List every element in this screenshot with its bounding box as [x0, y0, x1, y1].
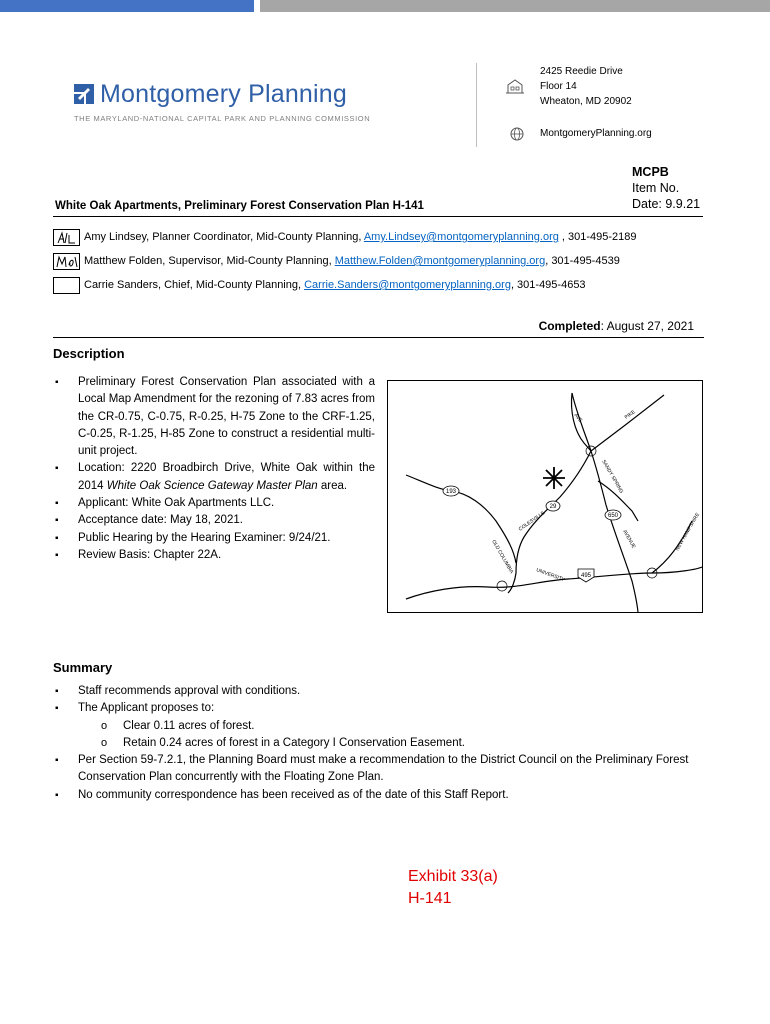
email-link[interactable]: Matthew.Folden@montgomeryplanning.org	[334, 255, 546, 267]
staff-row	[53, 229, 713, 246]
staff-row	[53, 277, 713, 294]
completed-rule	[53, 337, 704, 338]
summary-list	[53, 683, 713, 804]
staff-row	[53, 253, 713, 270]
signature-box	[53, 253, 80, 270]
report-title: White Oak Apartments, Preliminary Forest Conservation Plan H-141	[55, 200, 424, 212]
vicinity-map	[387, 380, 703, 613]
list-item: ▪ Acceptance date: May 18, 2021.	[53, 512, 375, 529]
logo-mark-icon	[74, 84, 94, 104]
summary-heading: Summary	[53, 660, 113, 675]
list-item: ▪ Public Hearing by the Hearing Examiner: 9/24/21.	[53, 530, 375, 547]
meeting-date: Date: 9.9.21	[632, 197, 701, 211]
globe-icon	[510, 127, 524, 141]
vicinity-map-drawing	[388, 381, 702, 612]
colesville-label: COLESVILLE	[517, 510, 547, 533]
list-item: ▪ Per Section 59-7.2.1, the Planning Board must make a recommendation to the District Council on the Preliminary Forest Conservation Plan concurrently with the Floating Zone Plan.	[53, 752, 713, 787]
building-icon	[506, 78, 524, 94]
pike-label: PIKE	[623, 409, 637, 421]
sub-list	[78, 718, 713, 753]
list-item: ▪ Location: 2220 Broadbirch Drive, White Oak within the 2014 White Oak Science Gateway Master Plan area.	[53, 460, 375, 495]
list-item: ▪ Staff recommends approval with conditions.	[53, 683, 713, 700]
new-hampshire-label: NEW HAMPSHIRE	[674, 511, 702, 552]
exhibit-stamp	[408, 866, 498, 910]
university-label: UNIVERSITY	[535, 567, 566, 584]
route-29-label: 29	[549, 504, 557, 510]
list-item: ▪ Preliminary Forest Conservation Plan associated with a Local Map Amendment for the rezoning of 7.83 acres from the CR-0.75, C-0.75, R-0.25, H-75 Zone to the CRF-1.25, C-0.25, R-1.25, H-85 Zone to construct a residential multi-unit project.	[53, 374, 375, 460]
route-193-label: 193	[445, 489, 457, 495]
sub-list-item: o Retain 0.24 acres of forest in a Category I Conservation Easement.	[78, 735, 713, 752]
description-heading: Description	[53, 346, 125, 361]
sub-list-item: o Clear 0.11 acres of forest.	[78, 718, 713, 735]
signature-icon	[56, 231, 79, 245]
title-rule	[53, 216, 703, 217]
sandy-spring-road	[591, 395, 664, 451]
exhibit-number: Exhibit 33(a)	[408, 868, 498, 885]
route-650-label: 650	[607, 513, 619, 519]
address-line-2: Floor 14	[540, 81, 577, 92]
list-item: ▪ No community correspondence has been received as of the date of this Staff Report.	[53, 787, 713, 804]
list-item: ▪ The Applicant proposes to: o Clear 0.11 acres of forest. o Retain 0.24 acres of forest in a Category I Conservation Easement.	[53, 700, 713, 752]
address-line-3: Wheaton, MD 20902	[540, 96, 632, 107]
signature-box	[53, 229, 80, 246]
staff-contact: Amy Lindsey, Planner Coordinator, Mid-County Planning, Amy.Lindsey@montgomeryplanning.org , 301-495-2189	[84, 231, 637, 243]
old-columbia-label: OLD COLUMBIA	[490, 539, 515, 575]
completed-date: Completed: August 27, 2021	[538, 319, 694, 333]
address-line-1: 2425 Reedie Drive	[540, 66, 623, 77]
org-tagline: THE MARYLAND-NATIONAL CAPITAL PARK AND PLANNING COMMISSION	[74, 114, 371, 123]
website[interactable]: MontgomeryPlanning.org	[540, 128, 652, 139]
item-number: Item No.	[632, 181, 680, 195]
description-list	[53, 374, 375, 564]
list-item: ▪ Review Basis: Chapter 22A.	[53, 547, 375, 564]
beltway-495	[406, 567, 702, 599]
staff-contact: Carrie Sanders, Chief, Mid-County Planning, Carrie.Sanders@montgomeryplanning.org, 301-495-4653	[84, 279, 586, 291]
site-location-marker	[543, 467, 565, 489]
list-item: ▪ Applicant: White Oak Apartments LLC.	[53, 495, 375, 512]
staff-contact: Matthew Folden, Supervisor, Mid-County Planning, Matthew.Folden@montgomeryplanning.org, 301-495-4539	[84, 255, 620, 267]
header-bar-blue	[0, 0, 254, 12]
address-divider	[476, 63, 477, 147]
avenue-label: AVENUE	[621, 529, 637, 550]
board-label: MCPB	[632, 165, 669, 179]
email-link[interactable]: Carrie.Sanders@montgomeryplanning.org	[304, 279, 511, 291]
signature-box	[53, 277, 80, 294]
ave-label: AVE	[572, 412, 584, 424]
exhibit-case: H-141	[408, 890, 452, 907]
header-bar-gray	[260, 0, 770, 12]
signature-icon	[56, 255, 79, 269]
interstate-495-label: 495	[580, 573, 592, 579]
sandy-spring-label: SANDY SPRING	[600, 459, 625, 495]
email-link[interactable]: Amy.Lindsey@montgomeryplanning.org	[363, 231, 559, 243]
interchange-marker	[497, 581, 507, 591]
org-name: Montgomery Planning	[100, 80, 347, 108]
